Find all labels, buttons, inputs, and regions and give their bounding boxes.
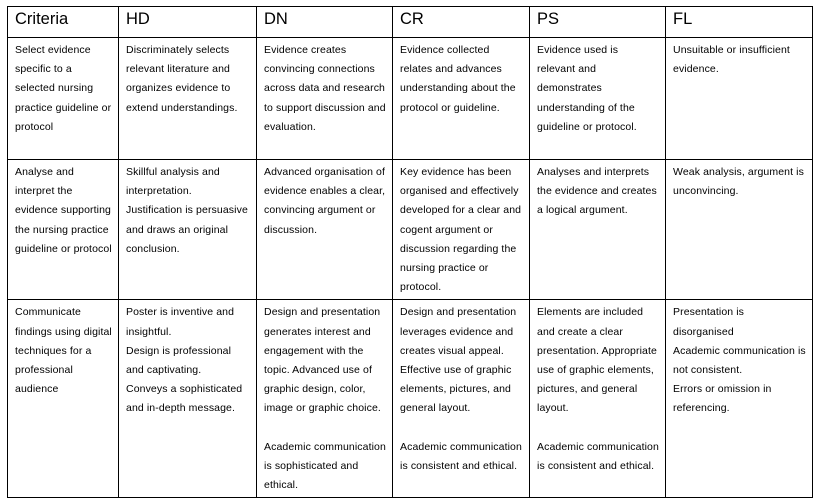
cell-text: Advanced organisation of evidence enables a clear, convincing argument or discussion. bbox=[264, 166, 386, 236]
table-header-row bbox=[8, 7, 813, 38]
table-row bbox=[8, 300, 813, 498]
cell-text: Skillful analysis and interpretation. Justification is persuasive and draws an original conclusion. bbox=[126, 166, 248, 255]
cell-cr-2 bbox=[393, 160, 530, 300]
cell-ps-1 bbox=[530, 38, 666, 160]
cell-ps-3 bbox=[530, 300, 666, 498]
rubric-table-container bbox=[7, 6, 812, 492]
cell-criteria-1 bbox=[8, 38, 119, 160]
cell-text: Poster is inventive and insightful. Design is professional and captivating. Conveys a sophisticated and in-depth message. bbox=[126, 306, 243, 415]
table-row bbox=[8, 160, 813, 300]
cell-text: Analyses and interprets the evidence and creates a logical argument. bbox=[537, 166, 657, 217]
column-header-cr: CR bbox=[393, 7, 530, 38]
cell-cr-1 bbox=[393, 38, 530, 160]
cell-text: Analyse and interpret the evidence supporting the nursing practice guideline or protocol bbox=[15, 166, 112, 255]
cell-text: Evidence creates convincing connections across data and research to support discussion and evaluation. bbox=[264, 44, 386, 133]
cell-fl-3 bbox=[666, 300, 813, 498]
cell-hd-2 bbox=[119, 160, 257, 300]
cell-fl-2 bbox=[666, 160, 813, 300]
table-row bbox=[8, 38, 813, 160]
cell-cr-3 bbox=[393, 300, 530, 498]
column-header-criteria: Criteria bbox=[8, 7, 119, 38]
cell-criteria-3 bbox=[8, 300, 119, 498]
cell-hd-3 bbox=[119, 300, 257, 498]
column-header-dn: DN bbox=[257, 7, 393, 38]
cell-hd-1 bbox=[119, 38, 257, 160]
cell-text: Weak analysis, argument is unconvincing. bbox=[673, 166, 804, 198]
cell-text: Key evidence has been organised and effectively developed for a clear and cogent argument or discussion regarding the nursing practice or protocol. bbox=[400, 166, 522, 294]
cell-text: Evidence collected relates and advances understanding about the protocol or guideline. bbox=[400, 44, 516, 114]
cell-text: Select evidence specific to a selected nursing practice guideline or protocol bbox=[15, 44, 112, 133]
cell-text: Design and presentation leverages evidence and creates visual appeal. Effective use of graphic elements, pictures, and general layout. Academic communication is consistent and ethical. bbox=[400, 306, 522, 473]
cell-text: Unsuitable or insufficient evidence. bbox=[673, 44, 790, 76]
cell-text: Design and presentation generates interest and engagement with the topic. Advanced use of graphic design, color, image or graphic choice. Academic communication is sophisticated and ethical. bbox=[264, 306, 386, 492]
cell-text: Evidence used is relevant and demonstrates understanding of the guideline or protocol. bbox=[537, 44, 637, 133]
cell-text: Communicate findings using digital techniques for a professional audience bbox=[15, 306, 112, 396]
table-body bbox=[8, 38, 813, 498]
cell-dn-3 bbox=[257, 300, 393, 498]
column-header-fl: FL bbox=[666, 7, 813, 38]
table-header bbox=[8, 7, 813, 38]
column-header-ps: PS bbox=[530, 7, 666, 38]
column-header-hd: HD bbox=[119, 7, 257, 38]
cell-ps-2 bbox=[530, 160, 666, 300]
cell-fl-1 bbox=[666, 38, 813, 160]
cell-dn-1 bbox=[257, 38, 393, 160]
cell-text: Presentation is disorganised Academic communication is not consistent. Errors or omission in referencing. bbox=[673, 306, 806, 415]
cell-criteria-2 bbox=[8, 160, 119, 300]
cell-text: Elements are included and create a clear presentation. Appropriate use of graphic elements, pictures, and general layout. Academic communication is consistent and ethical. bbox=[537, 306, 659, 473]
rubric-table bbox=[7, 6, 813, 498]
cell-text: Discriminately selects relevant literature and organizes evidence to extend understandings. bbox=[126, 44, 238, 114]
cell-dn-2 bbox=[257, 160, 393, 300]
